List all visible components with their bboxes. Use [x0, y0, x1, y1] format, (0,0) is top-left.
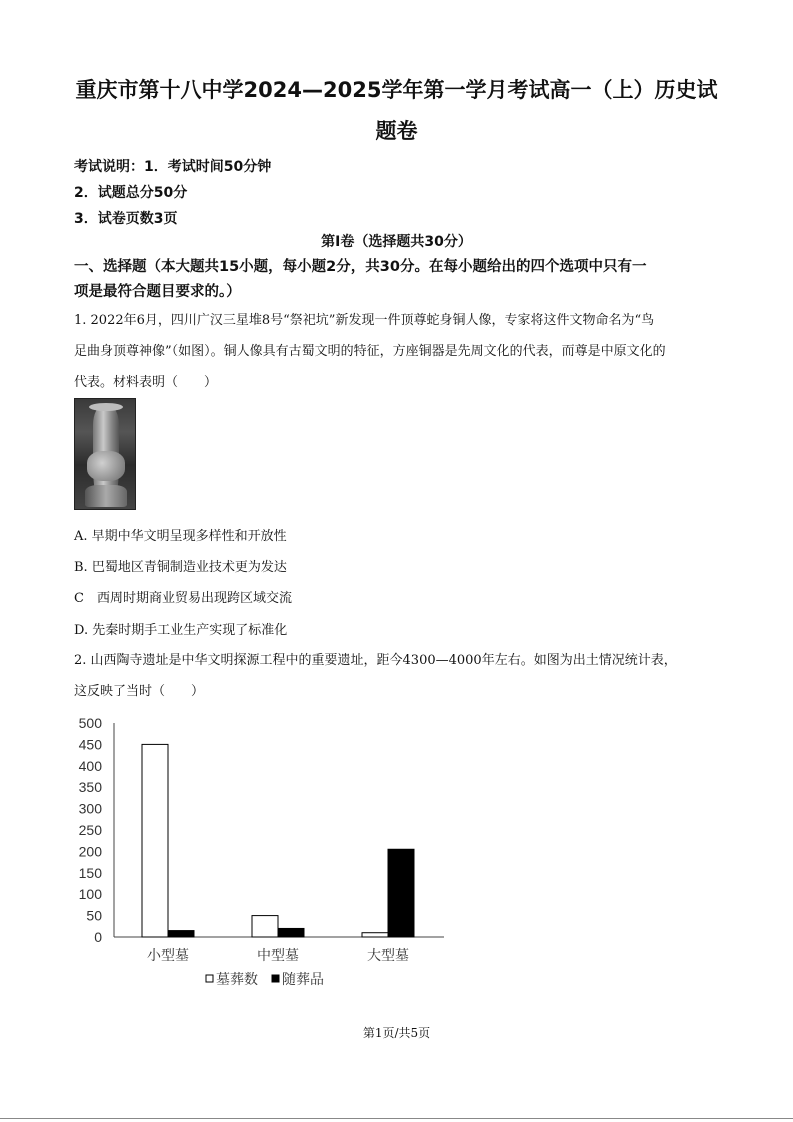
instruction-line3: 3．试卷页数3页: [74, 211, 178, 227]
section-heading-line2: 项是最符合题目要求的。）: [74, 284, 241, 300]
x-tick-label: 大型墓: [367, 948, 409, 964]
exam-title-line2: 题卷: [375, 119, 418, 143]
instruction-line1: 考试说明：1．考试时间50分钟: [74, 159, 272, 175]
bar-grave-goods: [168, 931, 194, 937]
q1-stem-line1: 1. 2022年6月，四川广汉三星堆8号“祭祀坑”新发现一件顶尊蛇身铜人像，专家将这件文物命名为“鸟: [74, 313, 655, 328]
legend-swatch: [206, 975, 213, 982]
q1-stem-line2: 足曲身顶尊神像”（如图）。铜人像具有古蜀文明的特征，方座铜器是先周文化的代表，而尊是中原文化的: [74, 344, 666, 359]
y-tick-label: 150: [78, 864, 102, 881]
section-title: 第Ⅰ卷（选择题共30分）: [321, 234, 472, 250]
bar-tomb-count: [142, 744, 168, 937]
bronze-figure-image: [74, 398, 136, 510]
section-heading-line1: 一、选择题（本大题共15小题，每小题2分，共30分。在每小题给出的四个选项中只有一: [74, 259, 647, 275]
y-tick-label: 200: [78, 843, 102, 860]
legend-label: 随葬品: [282, 972, 324, 988]
q1-option-a: A. 早期中华文明呈现多样性和开放性: [74, 529, 287, 544]
bar-grave-goods: [278, 928, 304, 937]
q1-option-b: B. 巴蜀地区青铜制造业技术更为发达: [74, 560, 287, 575]
bar-grave-goods: [388, 849, 414, 937]
q2-stem-line2: 这反映了当时（ ）: [74, 684, 205, 699]
y-tick-label: 0: [94, 929, 102, 945]
y-tick-label: 100: [78, 886, 102, 903]
page-footer: 第1页/共5页: [362, 1026, 431, 1040]
q1-stem-line3: 代表。材料表明（ ）: [74, 375, 218, 390]
y-tick-label: 350: [78, 779, 102, 796]
bar-tomb-count: [362, 933, 388, 937]
y-tick-label: 50: [86, 907, 102, 924]
legend-label: 墓葬数: [216, 972, 258, 988]
bar-tomb-count: [252, 916, 278, 937]
instruction-line2: 2．试题总分50分: [74, 185, 188, 201]
x-tick-label: 小型墓: [147, 948, 189, 964]
y-tick-label: 450: [78, 736, 102, 753]
q1-option-c: C 西周时期商业贸易出现跨区域交流: [74, 591, 292, 606]
y-tick-label: 400: [78, 757, 102, 774]
tomb-bar-chart: [60, 712, 460, 997]
exam-title-line1: 重庆市第十八中学2024—2025学年第一学月考试高一（上）历史试: [75, 78, 718, 102]
q1-option-d: D. 先秦时期手工业生产实现了标准化: [74, 623, 288, 638]
q2-stem-line1: 2. 山西陶寺遗址是中华文明探源工程中的重要遗址，距今4300—4000年左右。如图为出土情况统计表，: [74, 653, 677, 668]
y-tick-label: 250: [78, 822, 102, 838]
y-tick-label: 500: [78, 715, 102, 731]
x-tick-label: 中型墓: [257, 948, 299, 964]
legend-swatch: [272, 975, 279, 982]
y-tick-label: 300: [78, 800, 102, 817]
bottom-rule: [0, 1118, 793, 1119]
